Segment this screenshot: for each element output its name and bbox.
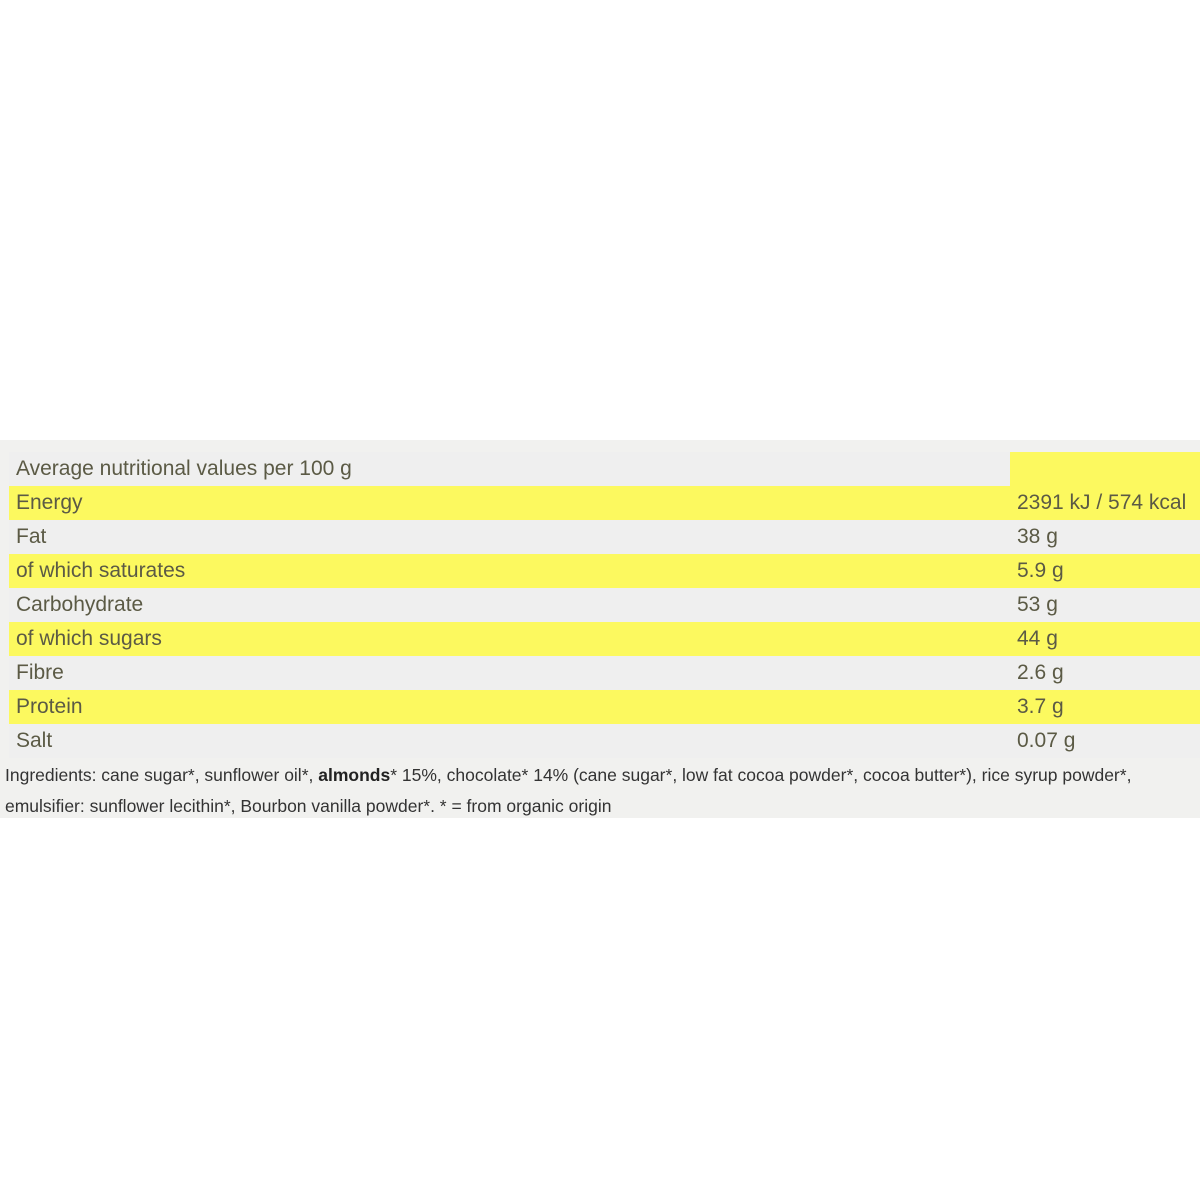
ingredients-suffix: * 15%, chocolate* 14% (cane sugar*, low fat cocoa powder*, cocoa butter*), rice syrup powder*, emulsifier: sunflower lecithin*, Bourbon vanilla powder*. * = from organic origin (5, 765, 1132, 816)
row-value-sugars: 44 g (1017, 627, 1058, 650)
row-value-fibre: 2.6 g (1017, 661, 1064, 684)
table-row (9, 486, 1200, 520)
table-header-label: Average nutritional values per 100 g (16, 457, 352, 480)
table-header-value (1010, 452, 1200, 486)
row-value-protein: 3.7 g (1017, 695, 1064, 718)
row-label-salt: Salt (16, 729, 53, 752)
table-row (9, 656, 1200, 690)
row-label-protein: Protein (16, 695, 83, 718)
table-row (9, 588, 1200, 622)
table-row (9, 622, 1200, 656)
row-value-salt: 0.07 g (1017, 729, 1076, 752)
table-row (9, 554, 1200, 588)
ingredients-prefix: Ingredients: cane sugar*, sunflower oil*, (5, 765, 319, 785)
row-label-carbohydrate: Carbohydrate (16, 593, 144, 616)
table-row (9, 724, 1200, 758)
row-value-fat: 38 g (1017, 525, 1058, 548)
row-label-saturates: of which saturates (16, 559, 186, 582)
row-value-carbohydrate: 53 g (1017, 593, 1058, 616)
row-value-energy: 2391 kJ / 574 kcal (1017, 491, 1187, 514)
table-row (9, 520, 1200, 554)
ingredients-text (5, 760, 1200, 822)
row-label-fibre: Fibre (16, 661, 64, 684)
table-row (9, 690, 1200, 724)
row-label-sugars: of which sugars (16, 627, 162, 650)
nutrition-table (9, 452, 1200, 758)
row-value-saturates: 5.9 g (1017, 559, 1064, 582)
row-label-energy: Energy (16, 491, 83, 514)
row-label-fat: Fat (16, 525, 47, 548)
ingredients-bold-almonds: almonds (318, 765, 391, 785)
table-header-row (9, 452, 1200, 486)
